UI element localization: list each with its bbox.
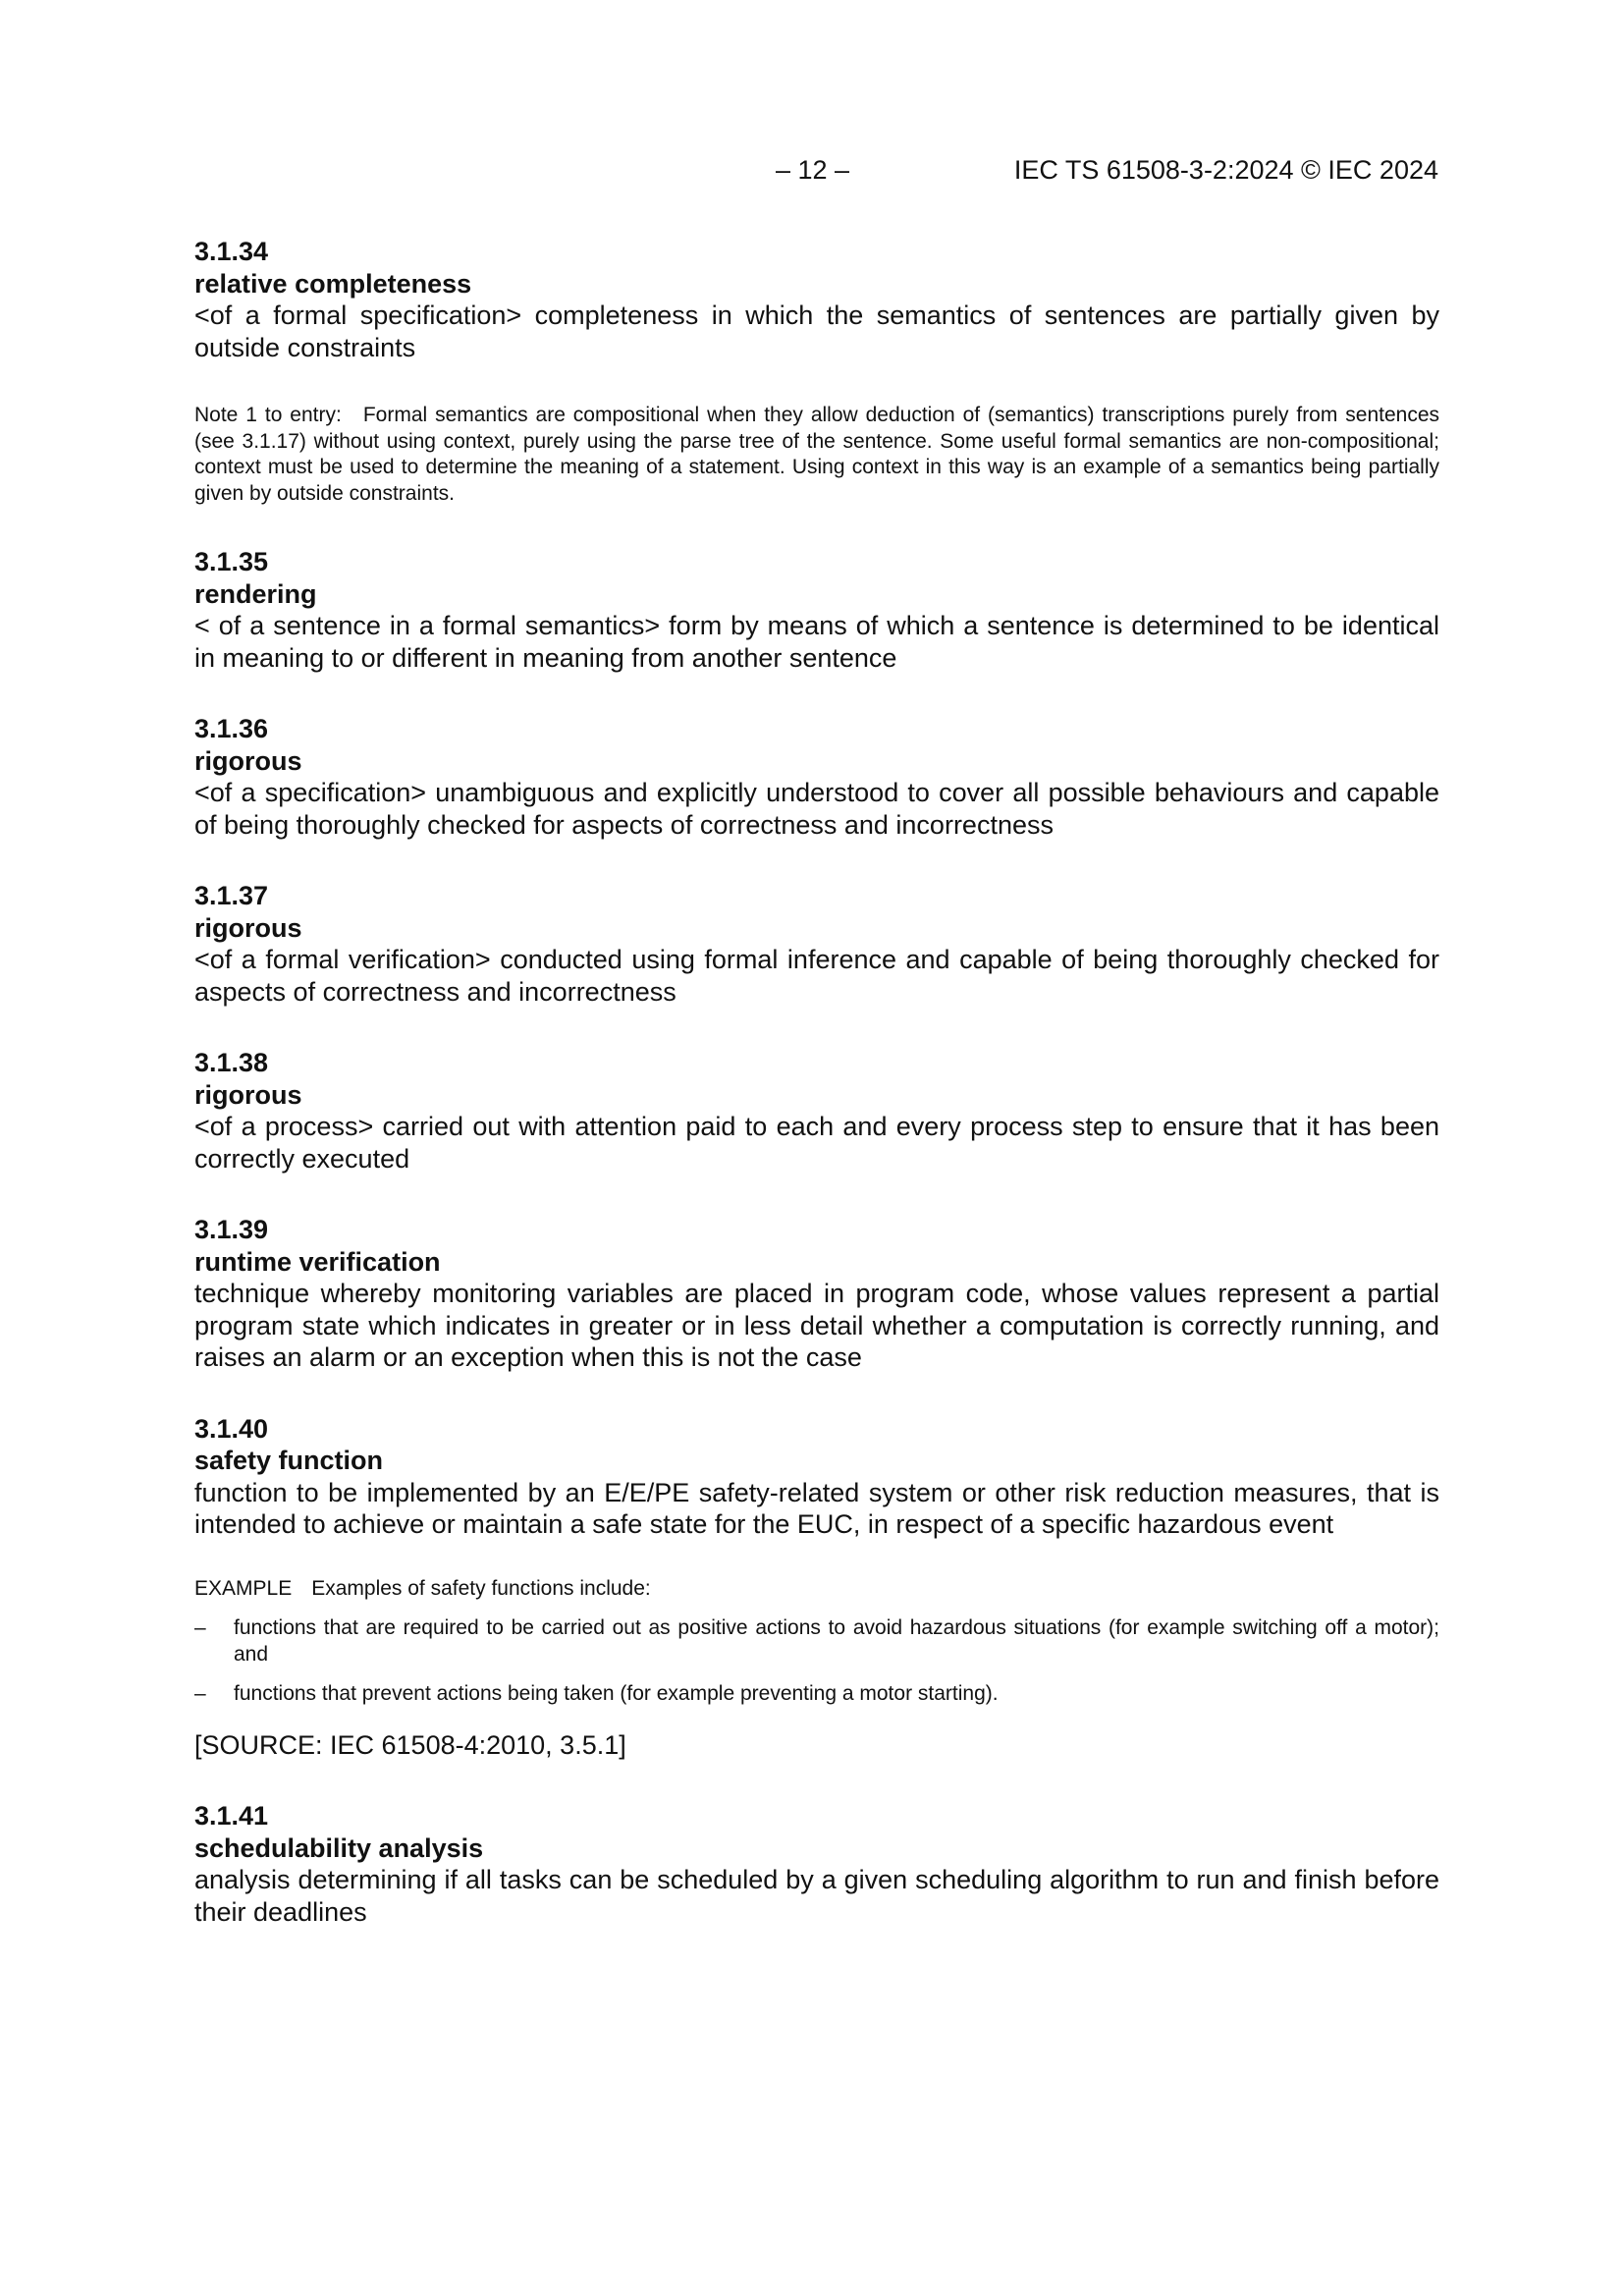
entry-term: safety function	[194, 1446, 384, 1475]
entry-definition: <of a formal verification> conducted using formal inference and capable of being thoroughly checked for aspects of correctness and incorrectness	[194, 945, 1439, 1007]
entry-number: 3.1.38	[194, 1048, 269, 1077]
entry-term: schedulability analysis	[194, 1832, 484, 1863]
page-number: – 12 –	[776, 155, 850, 185]
term-entry	[194, 1047, 1439, 1175]
page-header	[0, 155, 1623, 191]
entry-definition: < of a sentence in a formal semantics> form by means of which a sentence is determined to be identical in meaning to or different in meaning from another sentence	[194, 611, 1439, 673]
entry-definition: technique whereby monitoring variables are placed in program code, whose values represent a partial program state which indicates in greater or in less detail whether a computation is correctly running, and raises an alarm or an exception when this is not the case	[194, 1279, 1439, 1372]
entry-definition: <of a formal specification> completeness in which the semantics of sentences are partially given by outside constraints	[194, 301, 1439, 362]
list-item	[194, 1615, 1439, 1667]
entry-definition: <of a process> carried out with attention paid to each and every process step to ensure that it has been correctly executed	[194, 1112, 1439, 1174]
entry-term: rigorous	[194, 1079, 302, 1110]
list-item-text: functions that prevent actions being taken (for example preventing a motor starting).	[234, 1682, 999, 1705]
entry-term: rendering	[194, 578, 317, 609]
entry-number: 3.1.40	[194, 1413, 269, 1444]
entry-number: 3.1.41	[194, 1801, 269, 1831]
entry-number: 3.1.39	[194, 1215, 269, 1244]
list-bullet: –	[194, 1682, 206, 1705]
document-reference: IEC TS 61508-3-2:2024 © IEC 2024	[1013, 155, 1438, 185]
term-entry	[194, 1214, 1439, 1374]
term-entry	[194, 713, 1439, 841]
example-list	[194, 1615, 1439, 1708]
note-text: Formal semantics are compositional when they allow deduction of (semantics) transcriptions purely from sentences (see 3.1.17) without using context, purely using the parse tree of the sentence. Some useful formal semantics are non-compositional; context must be used to determine the meaning of a statement. Using context in this way is an example of a semantics being partially given by outside constraints.	[194, 404, 1440, 505]
entry-number: 3.1.34	[194, 237, 269, 266]
example-label: EXAMPLE	[194, 1576, 293, 1600]
entry-number: 3.1.35	[194, 547, 269, 576]
term-entry	[194, 880, 1439, 1008]
entry-definition: <of a specification> unambiguous and explicitly understood to cover all possible behaviours and capable of being thoroughly checked for aspects of correctness and incorrectness	[194, 778, 1439, 840]
example-intro: Examples of safety functions include:	[311, 1576, 651, 1600]
terms-list	[194, 236, 1439, 1967]
term-entry	[194, 236, 1439, 507]
entry-note	[194, 403, 1439, 507]
entry-term: relative completeness	[194, 268, 472, 299]
term-entry	[194, 546, 1439, 674]
entry-term: rigorous	[194, 745, 302, 776]
entry-definition: analysis determining if all tasks can be scheduled by a given scheduling algorithm to run and finish before their deadlines	[194, 1865, 1439, 1927]
entry-number: 3.1.37	[194, 881, 269, 910]
list-bullet: –	[194, 1616, 206, 1639]
list-item-text: functions that are required to be carried out as positive actions to avoid hazardous situations (for example switching off a motor); and	[234, 1616, 1439, 1666]
entry-term: rigorous	[194, 912, 302, 943]
term-entry	[194, 1800, 1439, 1928]
entry-definition: function to be implemented by an E/E/PE safety-related system or other risk reduction measures, that is intended to achieve or maintain a safe state for the EUC, in respect of a specific hazardous event	[194, 1477, 1439, 1539]
entry-term: runtime verification	[194, 1246, 441, 1277]
note-label: Note 1 to entry:	[194, 404, 342, 426]
term-entry	[194, 1413, 1439, 1762]
entry-example	[194, 1576, 1439, 1603]
entry-number: 3.1.36	[194, 714, 269, 743]
source-reference: [SOURCE: IEC 61508-4:2010, 3.5.1]	[194, 1729, 626, 1760]
list-item	[194, 1681, 1439, 1708]
